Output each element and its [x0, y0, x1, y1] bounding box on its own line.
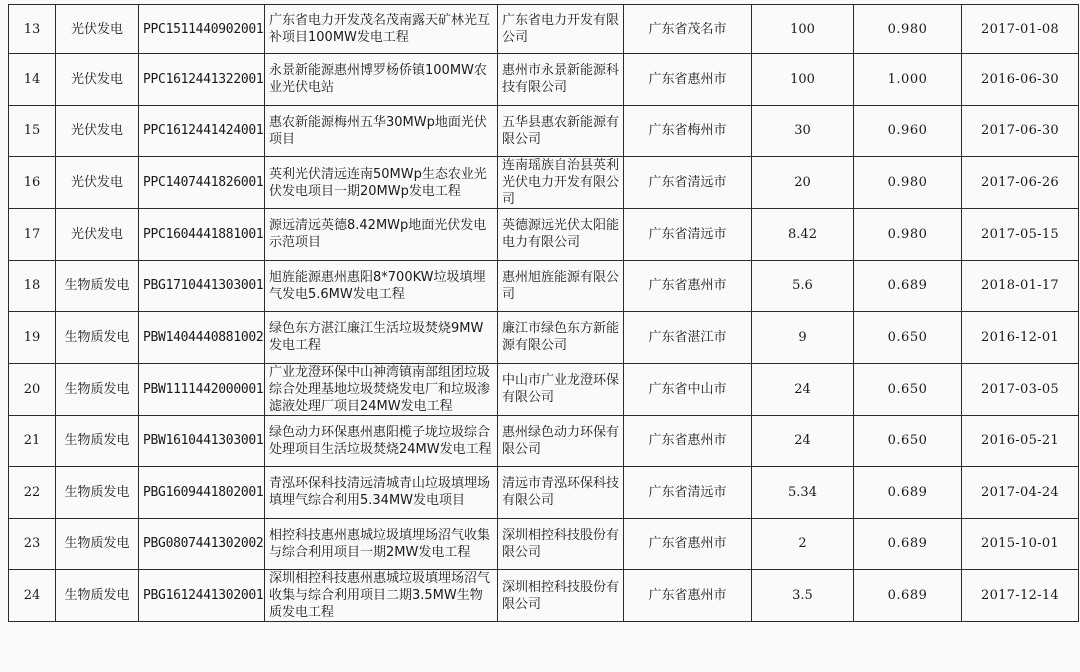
table-body: [9, 5, 1079, 622]
capacity-cell: 2: [752, 518, 854, 570]
rate-cell: 0.980: [854, 157, 962, 209]
row-number-cell: 16: [9, 157, 56, 209]
project-code-cell: PBG1612441302001: [139, 570, 265, 622]
rate-cell: 0.650: [854, 415, 962, 467]
row-number-cell: 13: [9, 5, 56, 54]
rate-cell: 0.980: [854, 209, 962, 261]
rate-cell: 0.650: [854, 312, 962, 364]
date-cell: 2017-03-05: [962, 363, 1079, 415]
location-cell: 广东省中山市: [624, 363, 752, 415]
project-code-cell: PBG1710441303001: [139, 260, 265, 312]
power-type-cell: 光伏发电: [56, 157, 139, 209]
power-type-cell: 生物质发电: [56, 467, 139, 519]
date-cell: 2017-12-14: [962, 570, 1079, 622]
table-row: [9, 363, 1079, 415]
project-code-cell: PPC1612441322001: [139, 54, 265, 106]
project-name-cell: 广东省电力开发茂名茂南露天矿林光互补项目100MW发电工程: [265, 5, 498, 54]
power-type-cell: 生物质发电: [56, 518, 139, 570]
rate-cell: 0.980: [854, 5, 962, 54]
date-cell: 2018-01-17: [962, 260, 1079, 312]
company-name-cell: 惠州旭旌能源有限公司: [498, 260, 624, 312]
row-number-cell: 24: [9, 570, 56, 622]
rate-cell: 0.689: [854, 570, 962, 622]
date-cell: 2016-06-30: [962, 54, 1079, 106]
date-cell: 2017-04-24: [962, 467, 1079, 519]
date-cell: 2017-06-26: [962, 157, 1079, 209]
project-name-cell: 旭旌能源惠州惠阳8*700KW垃圾填埋气发电5.6MW发电工程: [265, 260, 498, 312]
location-cell: 广东省清远市: [624, 157, 752, 209]
capacity-cell: 5.34: [752, 467, 854, 519]
project-name-cell: 惠农新能源梅州五华30MWp地面光伏项目: [265, 105, 498, 157]
location-cell: 广东省惠州市: [624, 570, 752, 622]
power-type-cell: 生物质发电: [56, 363, 139, 415]
table-row: [9, 467, 1079, 519]
company-name-cell: 惠州绿色动力环保有限公司: [498, 415, 624, 467]
capacity-cell: 5.6: [752, 260, 854, 312]
date-cell: 2017-01-08: [962, 5, 1079, 54]
location-cell: 广东省梅州市: [624, 105, 752, 157]
rate-cell: 0.650: [854, 363, 962, 415]
project-name-cell: 永景新能源惠州博罗杨侨镇100MW农业光伏电站: [265, 54, 498, 106]
project-name-cell: 源远清远英德8.42MWp地面光伏发电示范项目: [265, 209, 498, 261]
location-cell: 广东省茂名市: [624, 5, 752, 54]
date-cell: 2017-06-30: [962, 105, 1079, 157]
power-type-cell: 生物质发电: [56, 415, 139, 467]
table-row: [9, 5, 1079, 54]
power-type-cell: 光伏发电: [56, 105, 139, 157]
table-row: [9, 209, 1079, 261]
row-number-cell: 22: [9, 467, 56, 519]
company-name-cell: 清远市青泓环保科技有限公司: [498, 467, 624, 519]
company-name-cell: 惠州市永景新能源科技有限公司: [498, 54, 624, 106]
project-code-cell: PPC1612441424001: [139, 105, 265, 157]
row-number-cell: 21: [9, 415, 56, 467]
project-name-cell: 广业龙澄环保中山神湾镇南部组团垃圾综合处理基地垃圾焚烧发电厂和垃圾渗滤液处理厂项目24MW发电工程: [265, 363, 498, 415]
company-name-cell: 英德源远光伏太阳能电力有限公司: [498, 209, 624, 261]
row-number-cell: 18: [9, 260, 56, 312]
project-code-cell: PBW1404440881002: [139, 312, 265, 364]
table-row: [9, 54, 1079, 106]
rate-cell: 0.689: [854, 260, 962, 312]
company-name-cell: 廉江市绿色东方新能源有限公司: [498, 312, 624, 364]
company-name-cell: 连南瑶族自治县英利光伏电力开发有限公司: [498, 157, 624, 209]
company-name-cell: 五华县惠农新能源有限公司: [498, 105, 624, 157]
capacity-cell: 30: [752, 105, 854, 157]
table-row: [9, 105, 1079, 157]
project-code-cell: PPC1604441881001: [139, 209, 265, 261]
date-cell: 2017-05-15: [962, 209, 1079, 261]
power-type-cell: 光伏发电: [56, 5, 139, 54]
location-cell: 广东省惠州市: [624, 415, 752, 467]
capacity-cell: 20: [752, 157, 854, 209]
power-type-cell: 生物质发电: [56, 260, 139, 312]
location-cell: 广东省湛江市: [624, 312, 752, 364]
location-cell: 广东省惠州市: [624, 518, 752, 570]
capacity-cell: 8.42: [752, 209, 854, 261]
project-code-cell: PPC1511440902001: [139, 5, 265, 54]
company-name-cell: 深圳相控科技股份有限公司: [498, 518, 624, 570]
location-cell: 广东省惠州市: [624, 54, 752, 106]
location-cell: 广东省惠州市: [624, 260, 752, 312]
rate-cell: 0.689: [854, 518, 962, 570]
location-cell: 广东省清远市: [624, 467, 752, 519]
company-name-cell: 深圳相控科技股份有限公司: [498, 570, 624, 622]
capacity-cell: 24: [752, 363, 854, 415]
power-type-cell: 光伏发电: [56, 54, 139, 106]
project-code-cell: PBG1609441802001: [139, 467, 265, 519]
project-table: [8, 4, 1079, 622]
capacity-cell: 24: [752, 415, 854, 467]
table-row: [9, 312, 1079, 364]
table-row: [9, 157, 1079, 209]
rate-cell: 0.960: [854, 105, 962, 157]
project-name-cell: 深圳相控科技惠州惠城垃圾填埋场沼气收集与综合利用项目二期3.5MW生物质发电工程: [265, 570, 498, 622]
capacity-cell: 100: [752, 5, 854, 54]
project-code-cell: PBG0807441302002: [139, 518, 265, 570]
row-number-cell: 23: [9, 518, 56, 570]
table-row: [9, 518, 1079, 570]
row-number-cell: 20: [9, 363, 56, 415]
project-name-cell: 英利光伏清远连南50MWp生态农业光伏发电项目一期20MWp发电工程: [265, 157, 498, 209]
power-type-cell: 生物质发电: [56, 570, 139, 622]
project-name-cell: 绿色东方湛江廉江生活垃圾焚烧9MW发电工程: [265, 312, 498, 364]
project-code-cell: PBW1111442000001: [139, 363, 265, 415]
table-row: [9, 415, 1079, 467]
row-number-cell: 19: [9, 312, 56, 364]
power-type-cell: 生物质发电: [56, 312, 139, 364]
date-cell: 2015-10-01: [962, 518, 1079, 570]
project-name-cell: 青泓环保科技清远清城青山垃圾填埋场填埋气综合利用5.34MW发电项目: [265, 467, 498, 519]
row-number-cell: 14: [9, 54, 56, 106]
project-name-cell: 相控科技惠州惠城垃圾填埋场沼气收集与综合利用项目一期2MW发电工程: [265, 518, 498, 570]
date-cell: 2016-12-01: [962, 312, 1079, 364]
table-row: [9, 570, 1079, 622]
power-type-cell: 光伏发电: [56, 209, 139, 261]
row-number-cell: 17: [9, 209, 56, 261]
capacity-cell: 9: [752, 312, 854, 364]
company-name-cell: 广东省电力开发有限公司: [498, 5, 624, 54]
rate-cell: 0.689: [854, 467, 962, 519]
row-number-cell: 15: [9, 105, 56, 157]
project-name-cell: 绿色动力环保惠州惠阳榄子垅垃圾综合处理项目生活垃圾焚烧24MW发电工程: [265, 415, 498, 467]
company-name-cell: 中山市广业龙澄环保有限公司: [498, 363, 624, 415]
capacity-cell: 3.5: [752, 570, 854, 622]
table-row: [9, 260, 1079, 312]
capacity-cell: 100: [752, 54, 854, 106]
project-code-cell: PBW1610441303001: [139, 415, 265, 467]
project-code-cell: PPC1407441826001: [139, 157, 265, 209]
date-cell: 2016-05-21: [962, 415, 1079, 467]
location-cell: 广东省清远市: [624, 209, 752, 261]
rate-cell: 1.000: [854, 54, 962, 106]
